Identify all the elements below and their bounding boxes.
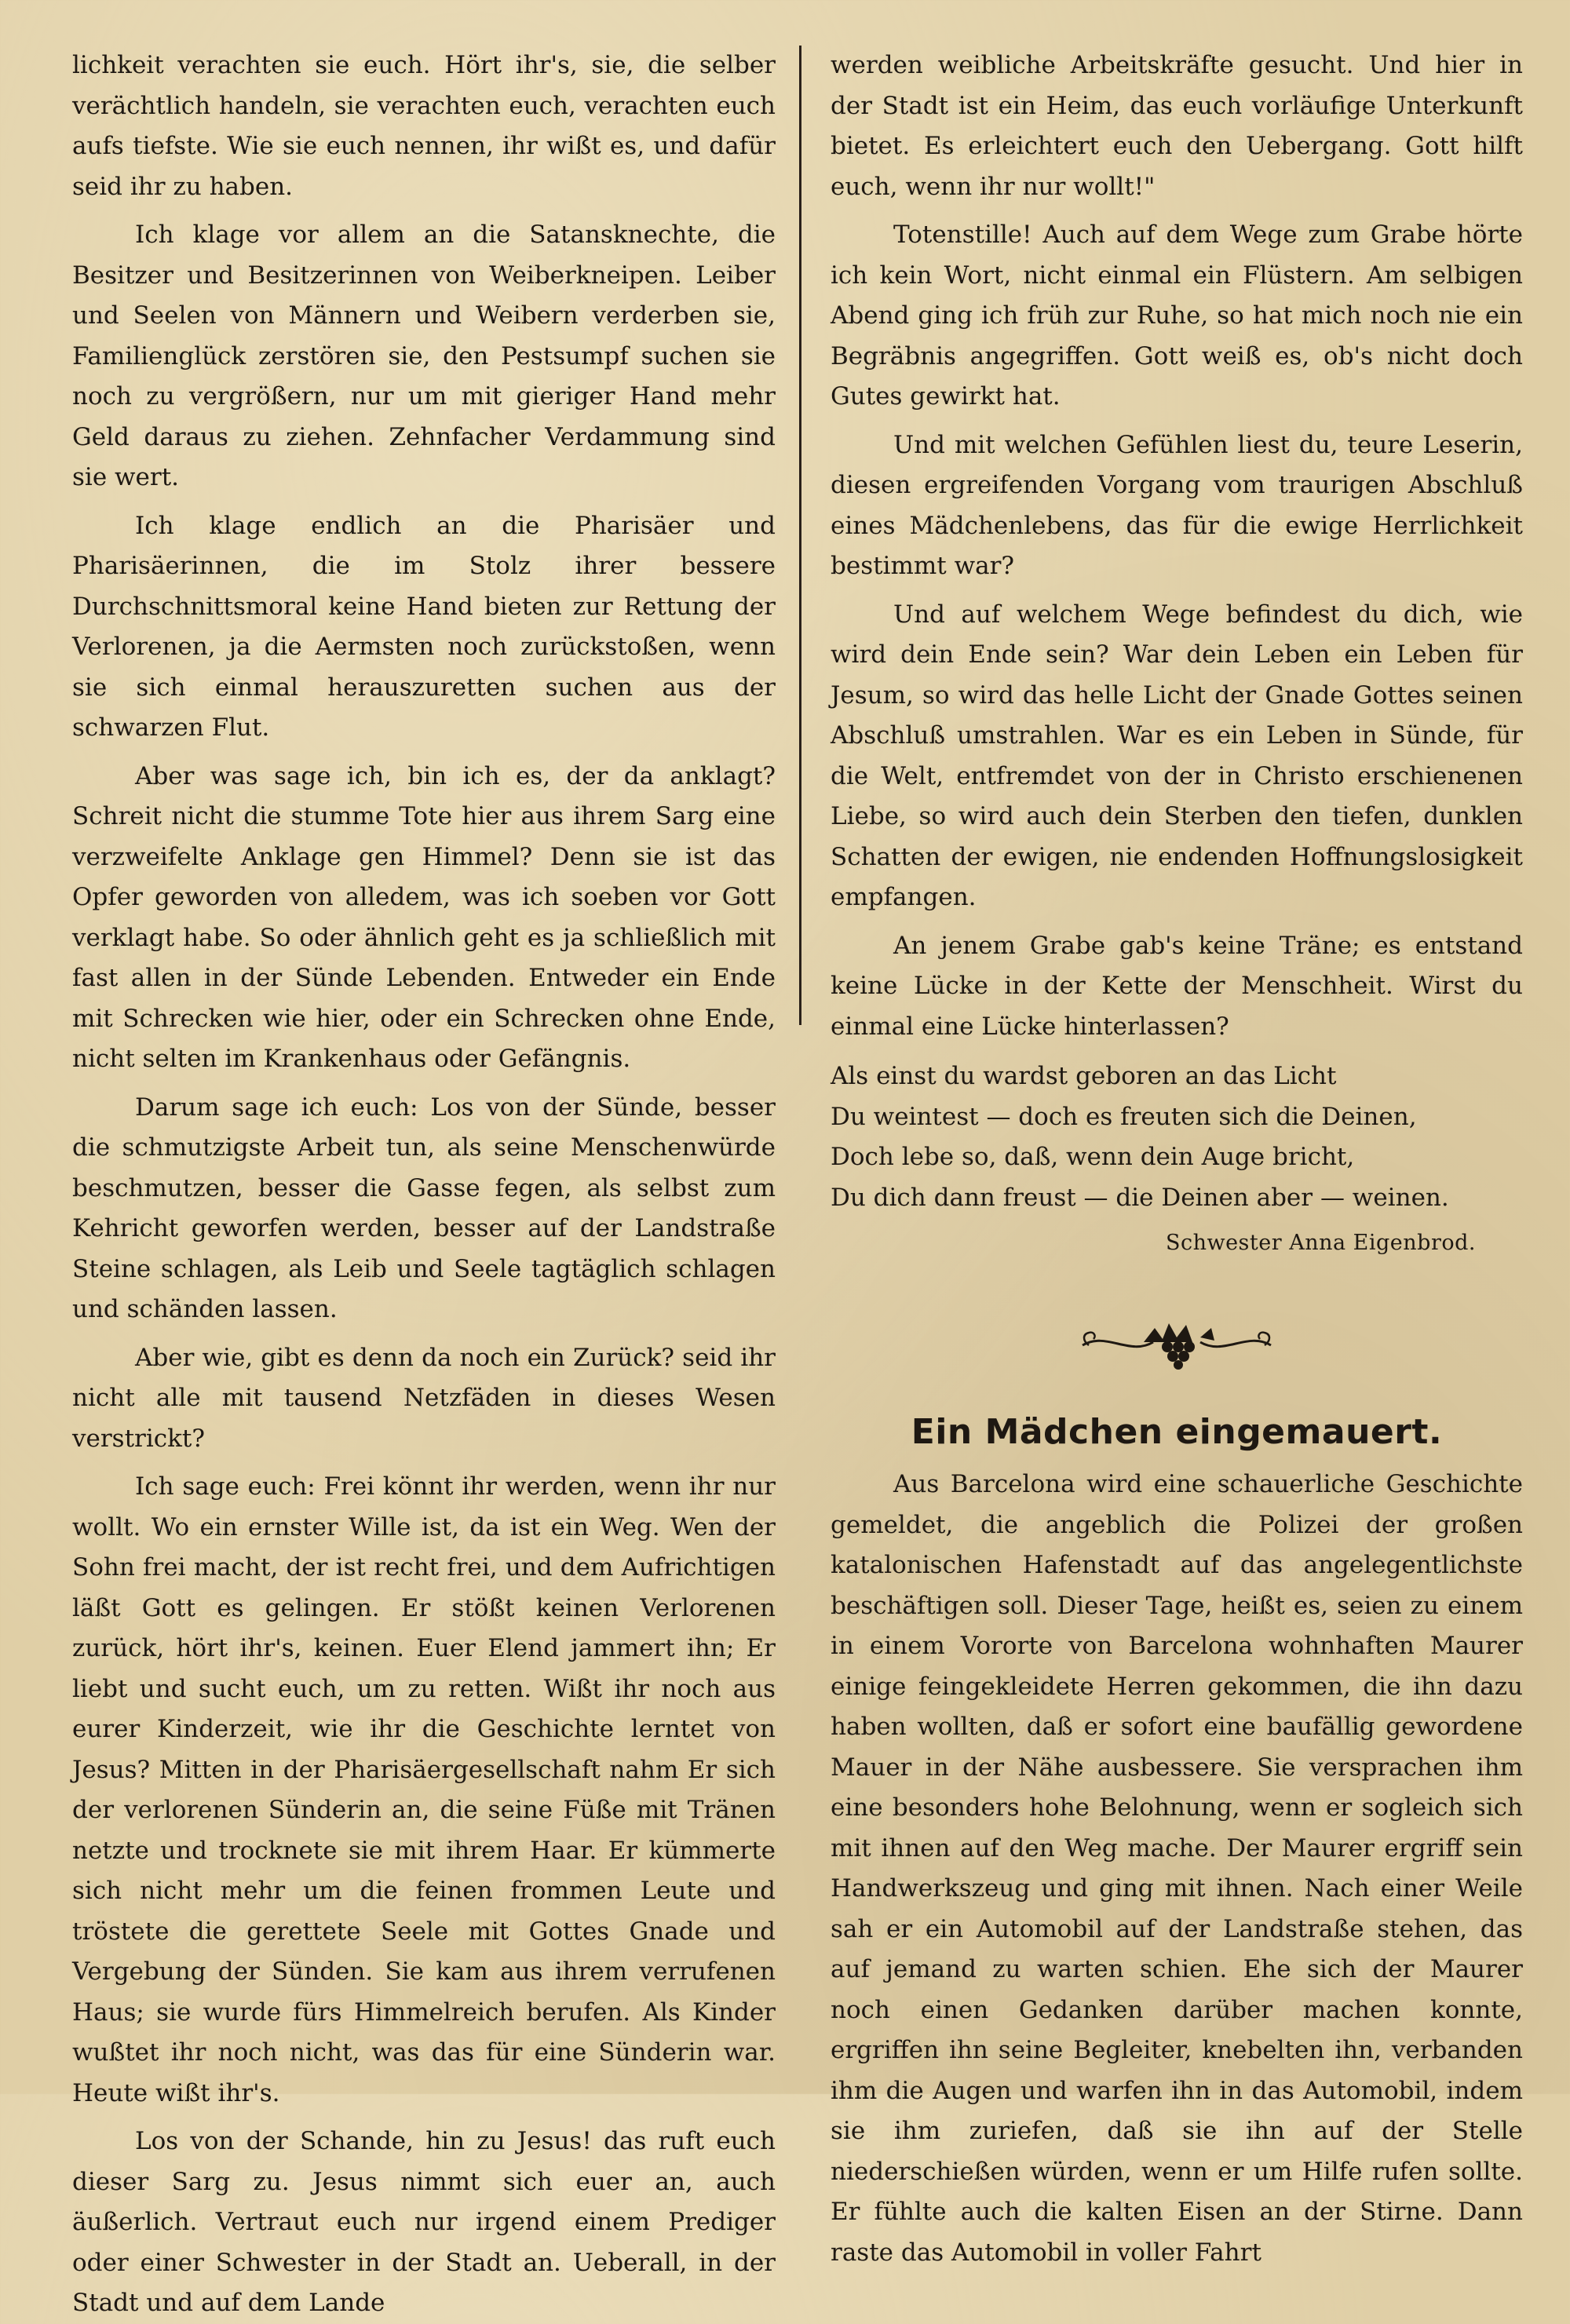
- left-paragraph-4: Aber was sage ich, bin ich es, der da anklagt? Schreit nicht die stumme Tote hier aus ihrem Sarg eine verzweifelte Anklage gen Himmel? Denn sie ist das Opfer geworden von alledem, was ich soeben vor Gott verklagt habe. So oder ähnlich geht es ja schließlich mit fast allen in der Sünde Lebenden. Entweder ein Ende mit Schrecken wie hier, oder ein Schrecken ohne Ende, nicht selten im Krankenhaus oder Gefängnis.: [72, 761, 776, 1073]
- right-paragraph-2: Totenstille! Auch auf dem Wege zum Grabe hörte ich kein Wort, nicht einmal ein Flüstern. Am selbigen Abend ging ich früh zur Ruhe, so hat mich noch nie ein Begräbnis angegriffen. Gott weiß es, ob's nicht doch Gutes gewirkt hat.: [831, 221, 1523, 410]
- right-column: [799, 0, 1570, 2267]
- right-paragraph-3: Und mit welchen Gefühlen liest du, teure Leserin, diesen ergreifenden Vorgang vom traurigen Abschluß eines Mädchenlebens, das für die ewige Herrlichkeit bestimmt war?: [831, 430, 1523, 580]
- grape-vine-ornament-icon: [1075, 1308, 1279, 1370]
- author-signature: Schwester Anna Eigenbrod.: [1165, 1231, 1476, 1255]
- right-paragraph-4: Und auf welchem Wege befindest du dich, wie wird dein Ende sein? War dein Leben ein Leben für Jesum, so wird das helle Licht der Gnade Gottes seinen Abschluß umstrahlen. War es ein Leben in Sünde, für die Welt, entfremdet von der in Christo erschienenen Liebe, so wird auch dein Sterben den tiefen, dunklen Schatten der ewigen, nie endenden Hoffnungslosigkeit empfangen.: [831, 600, 1523, 911]
- left-paragraph-7: Ich sage euch: Frei könnt ihr werden, wenn ihr nur wollt. Wo ein ernster Wille ist, da ist ein Weg. Wen der Sohn frei macht, der ist recht frei, und dem Aufrichtigen läßt Gott es gelingen. Er stößt keinen Verlorenen zurück, hört ihr's, keinen. Euer Elend jammert ihn; Er liebt und sucht euch, um zu retten. Wißt ihr noch aus eurer Kinderzeit, wie ihr die Geschichte lerntet von Jesus? Mitten in der Pharisäergesellschaft nahm Er sich der verlorenen Sünderin an, die seine Füße mit Tränen netzte und trocknete sie mit ihrem Haar. Er kümmerte sich nicht mehr um die feinen frommen Leute und tröstete die gerettete Seele mit Gottes Gnade und Vergebung der Sünden. Sie kam aus ihrem verrufenen Haus; sie wurde fürs Himmelreich berufen. Als Kinder wußtet ihr noch nicht, was das für eine Sünderin war. Heute wißt ihr's.: [72, 1472, 776, 2107]
- poem: [831, 1056, 1523, 1218]
- left-paragraph-8: Los von der Schande, hin zu Jesus! das ruft euch dieser Sarg zu. Jesus nimmt sich euer an, auch äußerlich. Vertraut euch nur irgend einem Prediger oder einer Schwester in der Stadt an. Ueberall, in der Stadt und auf dem Lande: [72, 2127, 776, 2317]
- poem-line: Du dich dann freust — die Deinen aber — weinen.: [831, 1183, 1449, 1212]
- left-paragraph-6: Aber wie, gibt es denn da noch ein Zurück? seid ihr nicht alle mit tausend Netzfäden in dieses Wesen verstrickt?: [72, 1343, 776, 1453]
- article-title: Ein Mädchen eingemauert.: [911, 1412, 1443, 1452]
- right-paragraph-1: werden weibliche Arbeitskräfte gesucht. Und hier in der Stadt ist ein Heim, das euch vorläufige Unterkunft bietet. Es erleichtert euch den Uebergang. Gott hilft euch, wenn ihr nur wollt!": [831, 51, 1523, 201]
- left-paragraph-1: lichkeit verachten sie euch. Hört ihr's, sie, die selber verächtlich handeln, sie verachten euch, verachten euch aufs tiefste. Wie sie euch nennen, ihr wißt es, und dafür seid ihr zu haben.: [72, 51, 776, 201]
- poem-line: Als einst du wardst geboren an das Licht: [831, 1062, 1337, 1090]
- article-paragraph: Aus Barcelona wird eine schauerliche Geschichte gemeldet, die angeblich die Polizei der großen katalonischen Hafenstadt auf das angelegentlichste beschäftigen soll. Dieser Tage, heißt es, seien zu einem in einem Vororte von Barcelona wohnhaften Maurer einige feingekleidete Herren gekommen, die ihn dazu haben wollten, daß er sofort eine baufällig gewordene Mauer in der Nähe ausbessere. Sie versprachen ihm eine besonders hohe Belohnung, wenn er sogleich sich mit ihnen auf den Weg mache. Der Maurer ergriff sein Handwerkszeug und ging mit ihnen. Nach einer Weile sah er ein Automobil auf der Landstraße stehen, das auf jemand zu warten schien. Ehe sich der Maurer noch einen Gedanken darüber machen konnte, ergriffen ihn seine Begleiter, knebelten ihn, verbanden ihm die Augen und warfen ihn in das Automobil, indem sie ihm zuriefen, daß sie ihn auf der Stelle niederschießen würden, wenn er um Hilfe rufen sollte. Er fühlte auch die kalten Eisen an der Stirne. Dann raste das Automobil in voller Fahrt: [831, 1470, 1523, 2267]
- left-paragraph-2: Ich klage vor allem an die Satansknechte, die Besitzer und Besitzerinnen von Weiberkneipen. Leiber und Seelen von Männern und Weibern verderben sie, Familienglück zerstören sie, den Pestsumpf suchen sie noch zu vergrößern, nur um mit gieriger Hand mehr Geld daraus zu ziehen. Zehnfacher Verdammung sind sie wert.: [72, 221, 776, 491]
- poem-line: Du weintest — doch es freuten sich die Deinen,: [831, 1102, 1417, 1131]
- right-paragraph-5: An jenem Grabe gab's keine Träne; es entstand keine Lücke in der Kette der Menschheit. Wirst du einmal eine Lücke hinterlassen?: [831, 931, 1523, 1041]
- left-paragraph-5: Darum sage ich euch: Los von der Sünde, besser die schmutzigste Arbeit tun, als seine Menschenwürde beschmutzen, besser die Gasse fegen, als selbst zum Kehricht geworfen werden, besser auf der Landstraße Steine schlagen, als Leib und Seele tagtäglich schlagen und schänden lassen.: [72, 1093, 776, 1323]
- poem-line: Doch lebe so, daß, wenn dein Auge bricht,: [831, 1143, 1355, 1171]
- left-paragraph-3: Ich klage endlich an die Pharisäer und Pharisäerinnen, die im Stolz ihrer bessere Durchschnittsmoral keine Hand bieten zur Rettung der Verlorenen, ja die Aermsten noch zurückstoßen, wenn sie sich einmal herauszuretten suchen aus der schwarzen Flut.: [72, 511, 776, 742]
